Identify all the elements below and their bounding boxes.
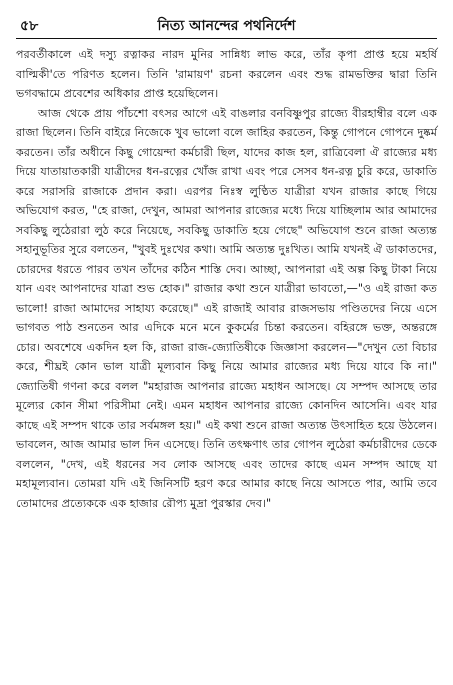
body-text [16,45,437,513]
page-number: ৫৮ [20,18,39,34]
running-title: নিত্য আনন্দের পথনির্দেশ [157,18,296,34]
header-rule [16,38,437,39]
page-header [16,14,437,36]
paragraph-2: আজ থেকে প্রায় পাঁচশো বৎসর আগে এই বাঙলার বনবিষ্ণুপুর রাজ্যে বীরহাম্বীর বলে এক রাজা ছিলেন। তিনি বাইরে নিজেকে খুব ভালো বলে জাহির করতেন, কিন্তু গোপনে গোপনে দুষ্কর্ম করতেন। তাঁর অধীনে কিছু গোয়েন্দা কর্মচারী ছিল, যাদের কাজ হল, রাত্রিবেলা ঐ রাজ্যের মধ্য দিয়ে যাতায়াতকারী যাত্রীদের ধন-রত্নের খোঁজ রাখা এবং পরে সেসব ধন-রত্ন চুরি করে, ডাকাতি করে সরাসরি রাজাকে প্রদান করা। এরপর নিঃস্ব লুণ্ঠিত যাত্রীরা যখন রাজার কাছে গিয়ে অভিযোগ করত, "হে রাজা, দেখুন, আমরা আপনার রাজ্যের মধ্যে দিয়ে যাচ্ছিলাম আর আমাদের সবকিছু লুঠেরারা লুঠ করে নিয়েছে, সবকিছু ডাকাতি হয়ে গেছে" অভিযোগ শুনে রাজা অত্যন্ত সহানুভূতির সুরে বলতেন, "খুবই দুঃখের কথা। আমি অত্যন্ত দুঃখিত। আমি যখনই ঐ ডাকাতদের, চোরদের ধরতে পারব তখন তাঁদের কঠিন শাস্তি দেব। আচ্ছা, আপনারা এই অল্প কিছু টাকা নিয়ে যান এবং আপনাদের যাত্রা শুভ হোক।" রাজার কথা শুনে যাত্রীরা ভাবতো,—"ও এই রাজা কত ভালো! রাজা আমাদের সাহায্য করেছে।" এই রাজাই আবার রাজসভায় পণ্ডিতদের নিয়ে এসে ভাগবত পাঠ শুনতেন আর এদিকে মনে মনে কুকর্মের চিন্তা করতেন। বহিরঙ্গে ভক্ত, অন্তরঙ্গে চোর। অবশেষে একদিন হল কি, রাজা রাজ-জ্যোতিষীকে জিজ্ঞাসা করলেন—"দেখুন তো বিচার করে, শীঘ্রই কোন ভাল যাত্রী মূল্যবান কিছু নিয়ে আমার রাজ্যের মধ্য দিয়ে যাবে কি না।" জ্যোতিষী গণনা করে বলল "মহারাজ আপনার রাজ্যে মহাধন আসছে। যে সম্পদ আসছে তার মূল্যের কোন সীমা পরিসীমা নেই। এমন মহাধন আপনার রাজ্যে কোনদিন আসেনি। এবং যার কাছে এই সম্পদ থাকে তার সর্বমঙ্গল হয়।" এই কথা শুনে রাজা অত্যন্ত উৎসাহিত হয়ে উঠলেন। ভাবলেন, আজ আমার ভাল দিন এসেছে। তিনি তৎক্ষণাৎ তার গোপন লুঠেরা কর্মচারীদের ডেকে বললেন, "দেখ, এই ধরনের সব লোক আসছে এবং তাদের কাছে এমন সম্পদ আছে যা মহামূল্যবান। তোমরা যদি এই জিনিসটি হরণ করে আমার কাছে নিয়ে আসতে পার, আমি তবে তোমাদের প্রত্যেককে এক হাজার রৌপ্য মুদ্রা পুরস্কার দেব।" [16,106,437,510]
paragraph-1: পরবর্তীকালে এই দস্যু রত্নাকর নারদ মুনির সান্নিধ্য লাভ করে, তাঁর কৃপা প্রাপ্ত হয়ে মহর্ষি বাল্মিকী'তে পরিণত হলেন। তিনি 'রামায়ণ' রচনা করলেন এবং শুদ্ধ রামভক্তির দ্বারা তিনি ভগবদ্ধামে প্রবেশের অধিকার প্রাপ্ত হয়েছিলেন। [16,48,437,100]
